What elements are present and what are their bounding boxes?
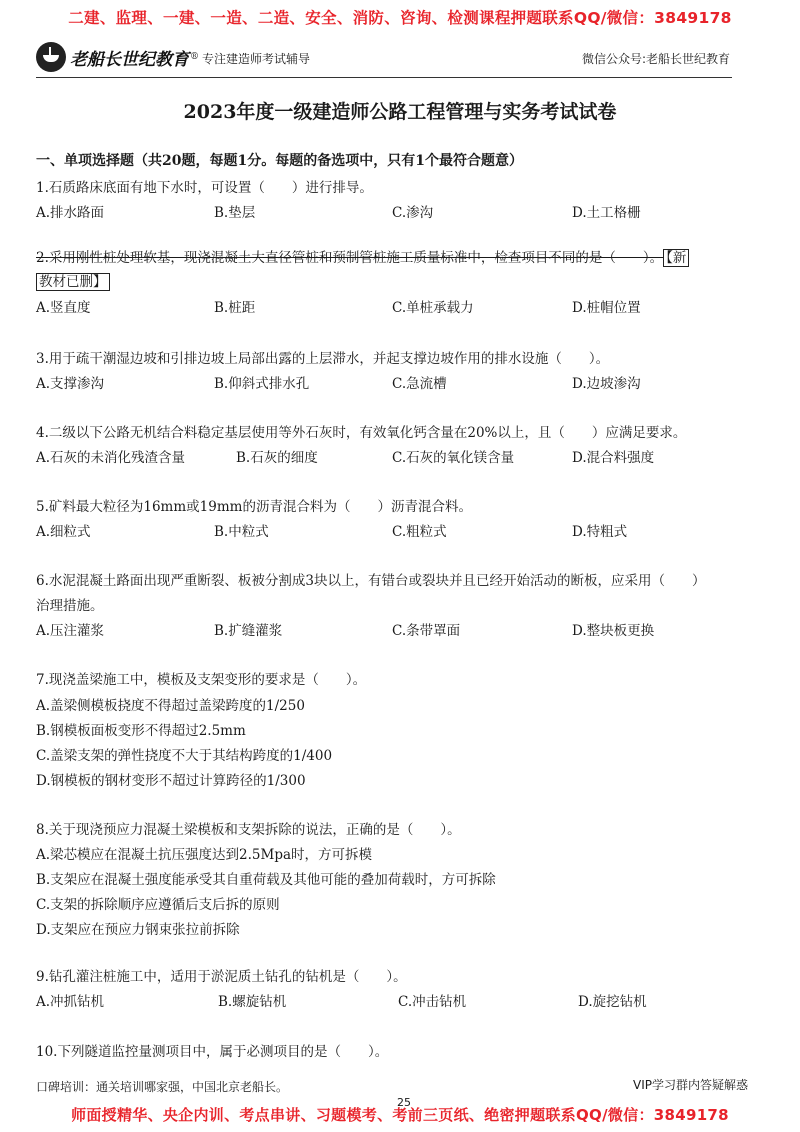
option-d: D.边坡渗沟 xyxy=(572,376,641,392)
option-d: D.土工格栅 xyxy=(572,205,641,221)
question-9-options xyxy=(36,990,756,1012)
option-a: A.梁芯模应在混凝土抗压强度达到2.5Mpa时，方可拆模 xyxy=(36,847,373,863)
question-9: 9.钻孔灌注桩施工中，适用于淤泥质土钻孔的钻机是（ ）。 xyxy=(36,969,407,985)
wechat-account: 微信公众号:老船长世纪教育 xyxy=(581,52,730,66)
option-d: D.旋挖钻机 xyxy=(578,994,647,1010)
question-2-options xyxy=(36,296,756,318)
question-10: 10.下列隧道监控量测项目中，属于必测项目的是（ ）。 xyxy=(36,1044,389,1060)
option-c: C.条带罩面 xyxy=(392,623,461,639)
option-a: A.细粒式 xyxy=(36,524,91,540)
question-5-options xyxy=(36,520,756,542)
bottom-promo-banner: 师面授精华、央企内训、考点串讲、习题模考、考前三页纸、绝密押题联系QQ/微信：3849178 xyxy=(71,1106,729,1124)
page-number: 25 xyxy=(397,1096,411,1109)
option-b: B.钢模板面板变形不得超过2.5mm xyxy=(36,723,246,739)
question-3: 3.用于疏干潮湿边坡和引排边坡上局部出露的上层滞水，并起支撑边坡作用的排水设施（ ）。 xyxy=(36,351,610,367)
option-b: B.扩缝灌浆 xyxy=(214,623,283,639)
option-b: B.石灰的细度 xyxy=(236,450,318,466)
question-8: 8.关于现浇预应力混凝土梁模板和支架拆除的说法，正确的是（ ）。 xyxy=(36,822,461,838)
header-divider xyxy=(36,77,732,78)
question-7: 7.现浇盖梁施工中，模板及支架变形的要求是（ ）。 xyxy=(36,672,367,688)
option-c: C.急流槽 xyxy=(392,376,447,392)
question-6: 6.水泥混凝土路面出现严重断裂、板被分割成3块以上，有错台或裂块并且已经开始活动的断板，应采用（ ） xyxy=(36,573,706,589)
option-d: D.钢模板的钢材变形不超过计算跨径的1/300 xyxy=(36,773,306,789)
deleted-tag-start: 【新 xyxy=(663,249,689,267)
option-c: C.石灰的氧化镁含量 xyxy=(392,450,515,466)
option-d: D.整块板更换 xyxy=(572,623,655,639)
logo xyxy=(36,42,199,72)
option-b: B.桩距 xyxy=(214,300,256,316)
deleted-tag-end: 教材已删】 xyxy=(36,273,110,291)
question-1-options xyxy=(36,201,756,223)
option-b: B.仰斜式排水孔 xyxy=(214,376,310,392)
footer-vip: VIP学习群内答疑解惑 xyxy=(633,1078,748,1092)
question-2 xyxy=(36,246,689,266)
option-d: D.支架应在预应力钢束张拉前拆除 xyxy=(36,922,240,938)
question-2-line2 xyxy=(36,270,110,290)
question-2-text: 2.采用刚性桩处理软基，现浇混凝土大直径管桩和预制管桩施工质量标准中，检查项目不同的是（ ）。 xyxy=(36,250,664,266)
option-c: C.渗沟 xyxy=(392,205,434,221)
question-6-options xyxy=(36,619,756,641)
question-4-options xyxy=(36,446,756,468)
option-d: D.特粗式 xyxy=(572,524,628,540)
footer-slogan: 口碑培训：通关培训哪家强，中国北京老船长。 xyxy=(36,1080,289,1094)
question-5: 5.矿料最大粒径为16mm或19mm的沥青混合料为（ ）沥青混合料。 xyxy=(36,499,472,515)
option-a: A.盖梁侧模板挠度不得超过盖梁跨度的1/250 xyxy=(36,698,305,714)
option-d: D.混合料强度 xyxy=(572,450,655,466)
option-a: A.竖直度 xyxy=(36,300,91,316)
question-3-options xyxy=(36,372,756,394)
option-c: C.支架的拆除顺序应遵循后支后拆的原则 xyxy=(36,897,280,913)
option-a: A.支撑渗沟 xyxy=(36,376,105,392)
option-b: B.中粒式 xyxy=(214,524,269,540)
option-c: C.冲击钻机 xyxy=(398,994,467,1010)
question-6-line2: 治理措施。 xyxy=(36,598,104,614)
option-a: A.冲抓钻机 xyxy=(36,994,105,1010)
option-a: A.排水路面 xyxy=(36,205,105,221)
option-a: A.压注灌浆 xyxy=(36,623,105,639)
section-heading: 一、单项选择题（共20题，每题1分。每题的备选项中，只有1个最符合题意） xyxy=(36,153,523,169)
question-1: 1.石质路床底面有地下水时，可设置（ ）进行排导。 xyxy=(36,180,373,196)
page-title: 2023年度一级建造师公路工程管理与实务考试试卷 xyxy=(183,101,617,123)
registered-mark: ® xyxy=(190,52,199,62)
logo-text: 老船长世纪教育 xyxy=(70,49,189,70)
option-c: C.单桩承载力 xyxy=(392,300,474,316)
option-c: C.盖梁支架的弹性挠度不大于其结构跨度的1/400 xyxy=(36,748,333,764)
option-b: B.支架应在混凝土强度能承受其自重荷载及其他可能的叠加荷载时，方可拆除 xyxy=(36,872,496,888)
option-c: C.粗粒式 xyxy=(392,524,447,540)
ship-logo-icon xyxy=(36,42,66,72)
question-4: 4.二级以下公路无机结合料稳定基层使用等外石灰时，有效氧化钙含量在20%以上，且（ ）应满足要求。 xyxy=(36,425,687,441)
option-b: B.垫层 xyxy=(214,205,256,221)
option-d: D.桩帽位置 xyxy=(572,300,641,316)
tagline: 专注建造师考试辅导 xyxy=(202,52,311,66)
top-promo-banner: 二建、监理、一建、一造、二造、安全、消防、咨询、检测课程押题联系QQ/微信：3849178 xyxy=(68,9,732,27)
option-a: A.石灰的未消化残渣含量 xyxy=(36,450,186,466)
page-header xyxy=(36,42,730,76)
option-b: B.螺旋钻机 xyxy=(218,994,287,1010)
